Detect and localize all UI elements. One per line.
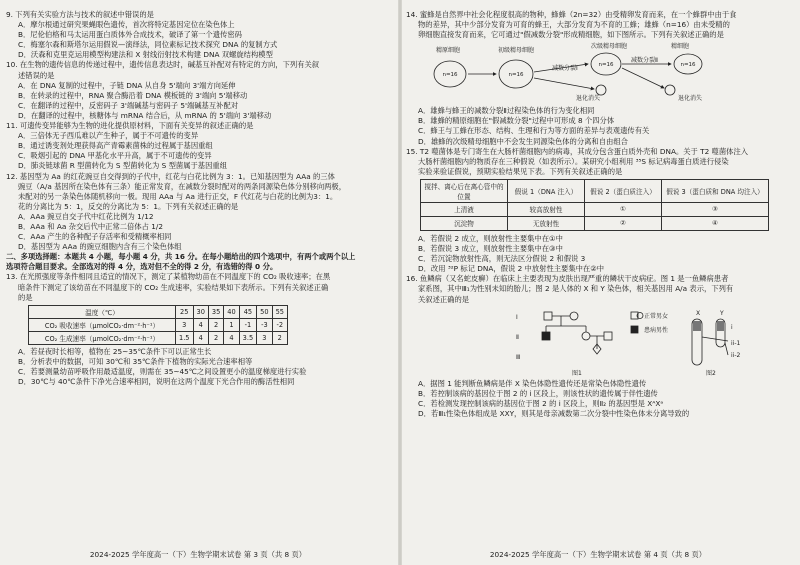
value-cell: 1 [224, 318, 239, 331]
option-line: B．通过诱变剂处理获得高产青霉素菌株的过程属于基因重组 [18, 141, 213, 151]
table-q15-row [421, 216, 769, 230]
question-line: 豌豆（A/a 基因所在染色体有三条）能正常发育，在减数分裂时配对的两条同源染色体分别移向两极， [18, 181, 347, 191]
cell-v1: 较高放射性 [508, 202, 585, 216]
option-line: A．在 DNA 复制的过程中，子链 DNA 从自身 5'端向 3'端方向延伸 [18, 80, 236, 90]
cell-v2: ① [585, 202, 662, 216]
value-cell: -1 [239, 318, 257, 331]
table-q15-header [421, 179, 769, 202]
temp-cell: 25 [176, 305, 194, 318]
temp-cell: 40 [224, 305, 239, 318]
seg-i: i [731, 323, 733, 331]
value-cell: 1.5 [176, 331, 194, 344]
q14-stem [406, 10, 790, 40]
cell-position: 上清液 [421, 202, 508, 216]
page-4 [406, 10, 790, 560]
value-cell: 2 [208, 331, 223, 344]
option-line: B．若控制该病的基因位于图 2 的 i 区段上，则该性状的遗传属于伴性遗传 [418, 388, 658, 398]
cell-v2: ② [585, 216, 662, 230]
pedigree-ii3-male [604, 332, 612, 340]
option-line: B．雄蜂的精原细胞在"假减数分裂"过程中可形成 8 个四分体 [418, 116, 615, 126]
pedigree-ii1-affected-male [542, 332, 550, 340]
row-label: CO₂ 吸收速率（μmolCO₂·dm⁻²·h⁻¹） [29, 318, 176, 331]
gen-label-1: Ⅰ [516, 313, 518, 321]
pedigree-figure [516, 307, 756, 377]
option-line: D．肺炎链球菌 R 型菌转化为 S 型菌转化为 S 型菌属于基因重组 [18, 161, 227, 171]
option-line: C．若检测发现控制该病的基因位于图 2 的 i 区段上，则Ⅱ₂ 的基因型是 XᴬXᵃ [418, 398, 664, 408]
option-line: A．三倍体无子西瓜难以产生种子，属于不可遗传的变异 [18, 131, 199, 141]
option-line: C．蜂王与工蜂在形态、结构、生理和行为等方面的差异与表观遗传有关 [418, 126, 650, 136]
label-secondary: 次级精母细胞 [591, 43, 628, 51]
option-line: B．尼伦伯格和马太运用蛋白质体外合成技术，破译了第一个遗传密码 [18, 30, 242, 40]
legend-normal: 正常男女 [644, 312, 669, 320]
question-line: 的是 [18, 292, 33, 302]
option-line: B．在转录的过程中，RNA 聚合酶沿着 DNA 模板链的 3'端向 5'端移动 [18, 90, 248, 100]
option-line: D．改用 ³²P 标记 DNA，假说 2 中放射性主要集中在②中 [418, 264, 605, 274]
seg-ii1: ii-1 [731, 339, 741, 347]
option-line: A．AAa 豌豆自交子代中红花比例为 1/12 [18, 211, 154, 221]
cell-position: 沉淀物 [421, 216, 508, 230]
option-line: C．AAa 产生的各种配子存活率和受精概率相同 [18, 232, 172, 242]
table-q13-row-absorb [29, 318, 288, 331]
q15-options-q16-stem [406, 234, 790, 305]
value-cell: -2 [272, 318, 287, 331]
table-q15-row [421, 202, 769, 216]
page-3-footer: 2024-2025 学年度高一（下）生物学期末试卷 第 3 页（共 8 页） [89, 550, 307, 559]
q14-options [406, 106, 790, 177]
gen-label-2: Ⅱ [516, 333, 519, 341]
option-line: D．基因型为 AAa 的豌豆细胞内含有三个染色体组 [18, 242, 182, 252]
question-line: 14. 蜜蜂是自然界中社会化程度很高的物种，蜂蜂（2n=32）由受精卵发育而来，在一个蜂群中由于食 [406, 10, 737, 19]
value-cell: -3 [257, 318, 272, 331]
chrom-x-label: X [696, 309, 701, 317]
label-division2: 减数分裂Ⅱ [631, 57, 658, 65]
ploidy-2: n=16 [508, 72, 524, 79]
table-q13-header-row [29, 305, 288, 318]
value-cell: 2 [208, 318, 223, 331]
temp-cell: 50 [257, 305, 272, 318]
seg-ii2: ii-2 [731, 351, 741, 359]
option-line: C．在翻译的过程中，反密码子 3'端碱基与密码子 5'端碱基互补配对 [18, 100, 239, 110]
legend-filled-square [631, 326, 638, 333]
left-lines-bottom [6, 347, 390, 387]
question-line: 未配对的另一条染色体随机移向一极。现用 AAa 与 Aa 进行正交，F 代红花与白花的比例为3：1。 [18, 191, 338, 201]
option-line: D．若Ⅲ₁性染色体组成是 XXY，则其是母亲减数第二次分裂中性染色体未分离导致的 [418, 408, 690, 418]
option-line: B．AAa 和 Aa 杂交后代中正常二倍体占 1/2 [18, 221, 164, 231]
question-line: 大肠杆菌细胞内的物质存在三种假说（如表所示）。某研究小组利用 ³⁵S 标记病毒蛋白质进行侵染 [418, 156, 729, 166]
question-line: 13. 在光照强度等条件相同且适宜的情况下，测定了某植物幼苗在不同温度下的 CO₂ 吸收速率；在黑 [6, 272, 331, 282]
table-q13-row-produce [29, 331, 288, 344]
fig2-label: 图2 [706, 369, 716, 377]
table-q13 [28, 305, 288, 345]
q16-options [406, 379, 790, 419]
option-line: A．若昼夜时长相等，植物在 25~35℃条件下可以正常生长 [18, 346, 212, 356]
table-q15 [420, 179, 769, 231]
question-line: 暗条件下测定了该幼苗在不同温度下的 CO₂ 生成速率，实验结果如下表所示。下列有关叙述正确 [18, 282, 329, 292]
option-line: D．雄蜂的次级精母细胞中不会发生同源染色体的分离和自由组合 [418, 136, 628, 146]
option-line: C．若要测量幼苗呼吸作用最适温度，则需在 35~45℃之间设置更小的温度梯度进行实验 [18, 366, 307, 376]
page-4-footer: 2024-2025 学年度高一（下）生物学期末试卷 第 4 页（共 8 页） [489, 550, 707, 559]
table-q15-h2: 假说 2（蛋白质注入） [585, 179, 662, 202]
label-primary: 初级精母细胞 [498, 47, 535, 55]
question-line: 述错误的是 [18, 70, 55, 80]
pedigree-ii2-female [582, 332, 590, 340]
gen-label-3: Ⅲ [516, 353, 521, 361]
option-line: D．在翻译的过程中，核糖体与 mRNA 结合后，从 mRNA 的 5'端向 3'端移动 [18, 110, 272, 120]
ploidy-1: n=16 [442, 72, 458, 79]
option-line: B．分析表中的数据，可知 30℃和 35℃条件下植物的实际光合速率相等 [18, 356, 253, 366]
question-line: 10. 在生物的遗传信息的传递过程中，遗传信息表达时，碱基互补配对有特定的方向，下列有关叙 [6, 60, 320, 70]
option-line: C．吸烟引起的 DNA 甲基化水平升高，属于不可遗传的变异 [18, 151, 212, 161]
label-degenerate-2: 退化消失 [678, 95, 703, 103]
pedigree-i2-female [570, 312, 578, 320]
option-line: D．30℃与 40℃条件下净光合速率相同，说明在这两个温度下光合作用的酶活性相同 [18, 377, 295, 386]
question-line: 花的分离比为 5：1，反交的分离比为 5：1。下列有关叙述正确的是 [18, 201, 239, 211]
cell-degenerate-1 [596, 85, 606, 95]
question-line: 9. 下列有关实验方法与技术的叙述中错误的是 [6, 10, 154, 19]
value-cell: 3.5 [239, 331, 257, 344]
question-line: 卵细胞直接发育而来，它可通过"假减数分裂"形成精细胞，如下图所示。下列有关叙述正确的是 [418, 30, 724, 40]
table-q13-header-label: 温度（℃） [29, 305, 176, 318]
section-heading: 二、多项选择题：本题共 4 小题，每小题 4 分，共 16 分。在每小题给出的四个选项中，有两个或两个以上 [6, 252, 356, 262]
label-sperm: 精细胞 [671, 43, 690, 51]
question-line: 家系图，其中Ⅲ₁为性别未知的胎儿；图 2 是人体的 X 和 Y 染色体，相关基因用 A/a 表示，下列有 [418, 284, 734, 294]
option-line: A．摩尔根通过研究果蝇眼色遗传，首次将特定基因定位在染色体上 [18, 20, 235, 30]
temp-cell: 45 [239, 305, 257, 318]
label-degenerate-1: 退化消失 [576, 95, 601, 103]
value-cell: 2 [272, 331, 287, 344]
cell-v3: ④ [662, 216, 769, 230]
question-line: 15. T2 噬菌体是专门寄生在大肠杆菌细胞内的病毒，其成分包含蛋白质外壳和 DNA。关于 T2 噬菌体注入 [406, 146, 749, 156]
table-q15-h3: 假说 3（蛋白质和 DNA 均注入） [662, 179, 769, 202]
cell-degenerate-2 [665, 85, 675, 95]
question-line: 物的差异，其中少部分发育为可育的蜂王，大部分发育为不育的工蜂；雄蜂（n=16）由未受精的 [418, 20, 730, 30]
fig1-label: 图1 [572, 369, 582, 377]
cell-v3: ③ [662, 202, 769, 216]
value-cell: 4 [224, 331, 239, 344]
pedigree-i1-male [544, 312, 552, 320]
value-cell: 3 [176, 318, 194, 331]
cell-v1: 无放射性 [508, 216, 585, 230]
option-line: A．若假说 2 成立，则放射性主要集中在①中 [418, 233, 563, 243]
option-line: B．若假说 3 成立，则放射性主要集中在③中 [418, 244, 563, 254]
value-cell: 4 [193, 318, 208, 331]
section-heading: 选项符合题目要求。全部选对的得 4 分，选对但不全的得 2 分，有选错的得 0 分。 [6, 262, 278, 272]
question-line: 12. 基因型为 Aa 的红花豌豆自交得到的子代中，红花与白花比例为 3：1。已知基因型为 AAa 的三体 [6, 171, 335, 181]
ploidy-4: n=16 [680, 62, 696, 69]
page-3 [6, 10, 390, 560]
label-division1: 减数分裂Ⅰ [552, 65, 578, 73]
question-line: 11. 可遗传变异能够为生物的进化提供原材料，下面有关变异的叙述正确的是 [6, 121, 254, 131]
meiosis-diagram [426, 42, 726, 104]
table-q15-h1: 假说 1（DNA 注入） [508, 179, 585, 202]
temp-cell: 55 [272, 305, 287, 318]
option-line: C．梅塞尔森和斯塔尔运用假说—演绎法，同位素标记技术探究 DNA 的复制方式 [18, 40, 278, 50]
option-line: A．雄蜂与蜂王的减数分裂Ⅱ过程染色体的行为变化相同 [418, 106, 595, 116]
question-line: 关叙述正确的是 [418, 294, 470, 304]
temp-cell: 30 [193, 305, 208, 318]
row-label: CO₂ 生成速率（μmolCO₂·dm⁻²·h⁻¹） [29, 331, 176, 344]
legend-affected: 患病男性 [644, 326, 669, 334]
left-lines-top [6, 10, 390, 303]
value-cell: 4 [193, 331, 208, 344]
ploidy-3: n=16 [598, 62, 614, 69]
chrom-y-label: Y [720, 309, 724, 317]
option-line: C．若沉淀物放射性高，则无法区分假说 2 和假说 3 [418, 254, 586, 264]
page-gutter [398, 0, 402, 565]
table-q15-h0: 搅拌、离心后在离心管中的位置 [421, 179, 508, 202]
option-line: A．据图 1 能判断鱼鳞病是伴 X 染色体隐性遗传还是常染色体隐性遗传 [418, 378, 647, 388]
temp-cell: 35 [208, 305, 223, 318]
option-line: D．沃森和克里克运用模型构建法和 X 射线衍射技术构建 DNA 双螺旋结构模型 [18, 50, 273, 60]
question-line: 实验来验证假说，预期实验结果见下表。下列有关叙述正确的是 [418, 166, 623, 176]
question-line: 16. 鱼鳞病（又名蛇皮癣）在临床上主要表现为皮肤出现严重的鳞状干皮病症。图 1 是一鱼鳞病患者 [406, 274, 729, 284]
value-cell: 3 [257, 331, 272, 344]
label-spermatogonium: 精原细胞 [436, 47, 461, 55]
